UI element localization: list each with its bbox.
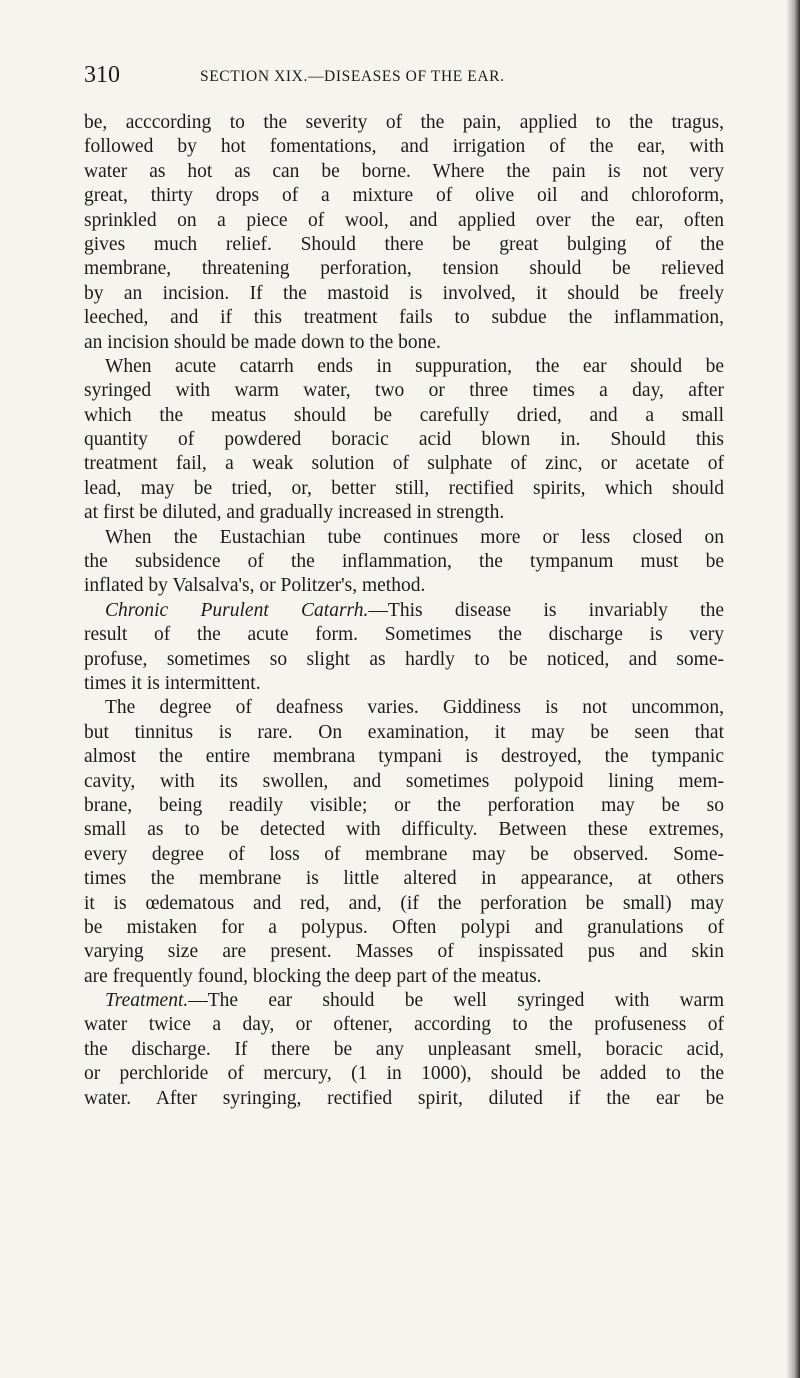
text-line: water twice a day, or oftener, according to the profuseness of [84,1014,724,1036]
text-line: the subsidence of the inflammation, the tympanum must be [84,551,724,573]
text-line-with-heading [84,989,724,1013]
text-line: treatment fail, a weak solution of sulphate of zinc, or acetate of [84,453,724,475]
text-line: which the meatus should be carefully dried, and a small [84,404,724,426]
text-line: are frequently found, blocking the deep part of the meatus. [84,965,542,987]
text-line: be, acccording to the severity of the pain, applied to the tragus, [84,112,724,133]
text-line: at first be diluted, and gradually increased in strength. [84,502,505,524]
chronic-purulent-catarrh-heading: Chronic Purulent Catarrh. [105,599,369,621]
page-edge-shadow [786,0,800,1378]
text-line: —The ear should be well syringed with warm [188,990,724,1012]
text-line: water. After syringing, rectified spirit, diluted if the ear be [84,1087,724,1109]
text-line: water as hot as can be borne. Where the pain is not very [84,160,724,182]
text-line: leeched, and if this treatment fails to subdue the inflammation, [84,307,724,329]
page-header [84,62,724,92]
text-line: every degree of loss of membrane may be observed. Some- [84,843,724,865]
text-line: be mistaken for a polypus. Often polypi and granulations of [84,916,724,938]
text-line: When the Eustachian tube continues more or less closed on [105,526,724,548]
text-line: times the membrane is little altered in appearance, at others [84,868,724,890]
text-line: When acute catarrh ends in suppuration, the ear should be [105,355,724,377]
text-line: times it is intermittent. [84,672,261,694]
text-line: but tinnitus is rare. On examination, it may be seen that [84,721,724,743]
text-line: small as to be detected with difficulty. Between these extremes, [84,819,724,841]
text-line: varying size are present. Masses of inspissated pus and skin [84,941,724,963]
text-line: sprinkled on a piece of wool, and applied over the ear, often [84,209,724,231]
text-line: membrane, threatening perforation, tension should be relieved [84,258,724,280]
body-text [84,111,724,1111]
text-line: The degree of deafness varies. Giddiness is not uncommon, [105,697,724,719]
text-line: by an incision. If the mastoid is involved, it should be freely [84,282,724,304]
text-line: the discharge. If there be any unpleasant smell, boracic acid, [84,1038,724,1060]
text-line: cavity, with its swollen, and sometimes polypoid lining mem- [84,770,724,792]
page-number: 310 [84,62,120,88]
text-line: brane, being readily visible; or the perforation may be so [84,794,724,816]
running-head: SECTION XIX.—DISEASES OF THE EAR. [200,68,505,85]
text-line: it is œdematous and red, and, (if the perforation be small) may [84,892,724,914]
text-line: —This disease is invariably the [368,599,724,621]
text-line: gives much relief. Should there be great bulging of the [84,233,724,255]
text-line: inflated by Valsalva's, or Politzer's, method. [84,575,426,597]
text-line: or perchloride of mercury, (1 in 1000), should be added to the [84,1063,724,1085]
text-line-with-heading [84,599,724,623]
text-line: syringed with warm water, two or three times a day, after [84,380,724,402]
text-line: followed by hot fomentations, and irrigation of the ear, with [84,136,724,158]
text-line: lead, may be tried, or, better still, rectified spirits, which should [84,477,724,499]
text-line: almost the entire membrana tympani is destroyed, the tympanic [84,746,724,768]
text-line: great, thirty drops of a mixture of olive oil and chloroform, [84,185,724,207]
text-line: quantity of powdered boracic acid blown in. Should this [84,429,724,451]
text-line: an incision should be made down to the bone. [84,331,441,353]
text-line: profuse, sometimes so slight as hardly to be noticed, and some- [84,648,724,670]
text-line: result of the acute form. Sometimes the discharge is very [84,624,724,646]
treatment-heading: Treatment. [105,990,189,1012]
